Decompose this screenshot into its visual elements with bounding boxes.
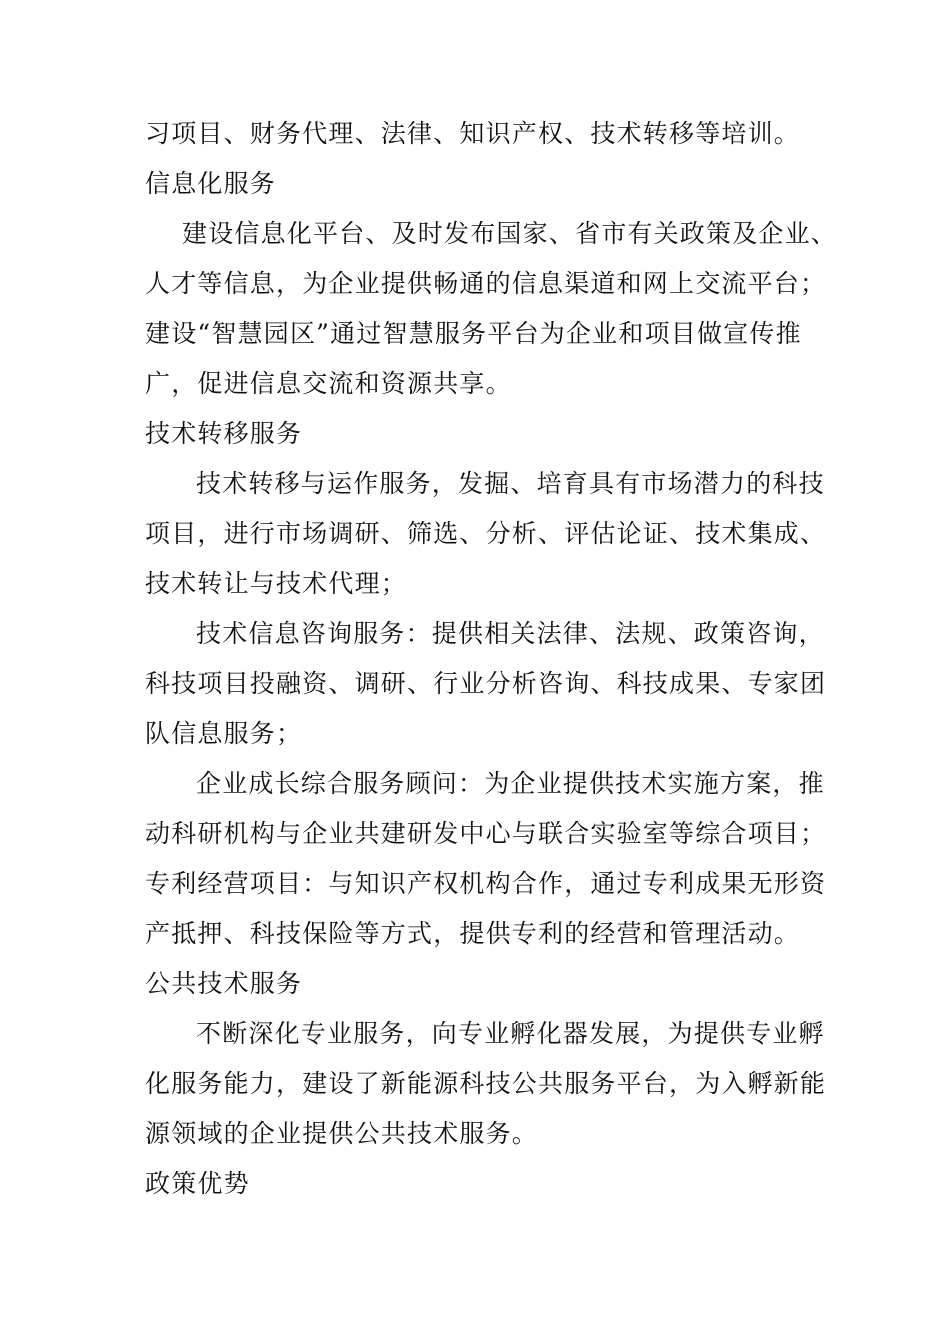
paragraph-line: 动科研机构与企业共建研发中心与联合实验室等综合项目； [145,819,827,848]
paragraph-line: 技术转让与技术代理； [145,569,408,598]
paragraph-line: 产抵押、科技保险等方式，提供专利的经营和管理活动。 [145,919,801,948]
paragraph-line: 项目，进行市场调研、筛选、分析、评估论证、技术集成、 [145,519,827,548]
paragraph-line: 队信息服务； [145,719,303,748]
paragraph-line: 人才等信息，为企业提供畅通的信息渠道和网上交流平台； [145,269,827,298]
paragraph-line: 企业成长综合服务顾问：为企业提供技术实施方案，推 [196,769,825,798]
paragraph-line: 科技项目投融资、调研、行业分析咨询、科技成果、专家团 [145,669,827,698]
paragraph-line: 建设“智慧园区”通过智慧服务平台为企业和项目做宣传推 [145,319,802,348]
section-heading: 信息化服务 [145,169,277,198]
paragraph-line: 建设信息化平台、及时发布国家、省市有关政策及企业、 [182,219,838,248]
section-heading: 技术转移服务 [145,419,303,448]
paragraph-line: 化服务能力，建设了新能源科技公共服务平台，为入孵新能 [145,1069,827,1098]
section-heading: 政策优势 [145,1169,250,1198]
section-heading: 公共技术服务 [145,969,303,998]
paragraph-line: 源领域的企业提供公共技术服务。 [145,1119,539,1148]
paragraph-line: 广，促进信息交流和资源共享。 [145,369,512,398]
paragraph-line: 技术信息咨询服务：提供相关法律、法规、政策咨询， [196,619,825,648]
paragraph-line: 技术转移与运作服务，发掘、培育具有市场潜力的科技 [196,469,825,498]
paragraph-line: 习项目、财务代理、法律、知识产权、技术转移等培训。 [145,119,801,148]
paragraph-line: 不断深化专业服务，向专业孵化器发展，为提供专业孵 [196,1019,825,1048]
paragraph-line: 专利经营项目：与知识产权机构合作，通过专利成果无形资 [145,869,827,898]
